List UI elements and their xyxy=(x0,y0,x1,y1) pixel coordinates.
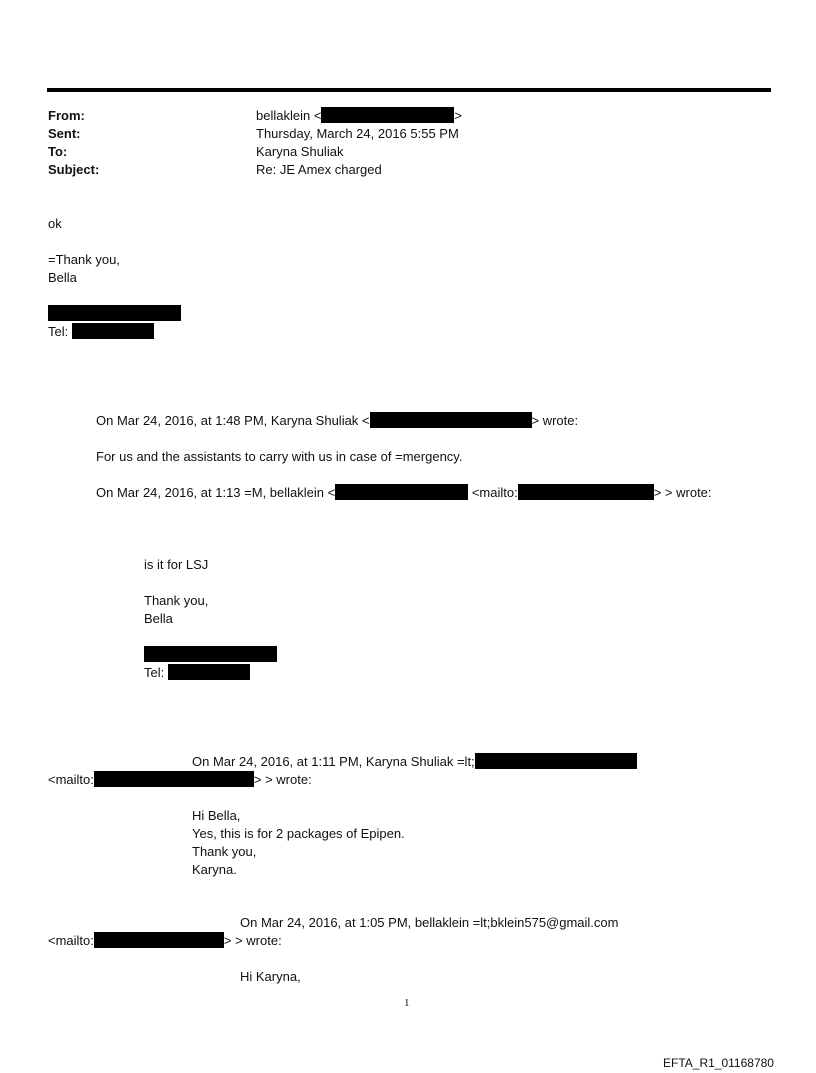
reply-body: ok xyxy=(48,216,62,231)
quote2-tel-label: Tel: xyxy=(144,665,165,680)
quote2-signature-name: Bella xyxy=(144,611,173,626)
footer-document-id: EFTA_R1_01168780 xyxy=(663,1056,774,1070)
quote1-header-prefix: On Mar 24, 2016, at 1:48 PM, Karyna Shuliak < xyxy=(96,413,370,428)
header-rule xyxy=(47,88,771,92)
quote4-header: On Mar 24, 2016, at 1:05 PM, bellaklein =lt;bklein575@gmail.com xyxy=(240,915,619,930)
reply-signature-name: Bella xyxy=(48,270,77,285)
quote3-header-suffix: > > wrote: xyxy=(253,772,312,787)
quote3-greeting: Hi Bella, xyxy=(192,808,241,823)
quote4-mailto: <mailto: xyxy=(48,933,94,948)
redaction-box xyxy=(48,305,181,321)
to-label: To: xyxy=(48,144,68,159)
redaction-box xyxy=(94,771,254,787)
quote4-mailto-line xyxy=(48,932,282,950)
quote2-body: is it for LSJ xyxy=(144,557,209,572)
quote2-header xyxy=(96,484,712,502)
quote4-header-suffix: > > wrote: xyxy=(223,933,282,948)
redaction-box xyxy=(94,932,224,948)
quote3-mailto-line xyxy=(48,771,312,789)
quote1-body: For us and the assistants to carry with us in case of =mergency. xyxy=(96,449,463,464)
subject-value: Re: JE Amex charged xyxy=(256,162,382,177)
quote3-mailto: <mailto: xyxy=(48,772,94,787)
quote4-greeting: Hi Karyna, xyxy=(240,969,301,984)
from-value-suffix: > xyxy=(454,108,462,123)
reply-tel xyxy=(48,323,154,341)
redaction-box xyxy=(335,484,468,500)
from-value-prefix: bellaklein < xyxy=(256,108,322,123)
quote2-mailto: <mailto: xyxy=(471,485,518,500)
from-label: From: xyxy=(48,108,85,123)
subject-label: Subject: xyxy=(48,162,100,177)
redaction-box xyxy=(72,323,154,339)
reply-thanks: =Thank you, xyxy=(48,252,120,267)
from-value xyxy=(256,107,462,125)
quote3-header xyxy=(192,753,637,771)
redaction-box xyxy=(168,664,250,680)
quote3-line1: Yes, this is for 2 packages of Epipen. xyxy=(192,826,405,841)
to-value: Karyna Shuliak xyxy=(256,144,344,159)
reply-signature-redacted xyxy=(48,305,181,323)
quote2-tel xyxy=(144,664,250,682)
redaction-box xyxy=(144,646,277,662)
quote2-header-suffix: > > wrote: xyxy=(653,485,712,500)
sent-value: Thursday, March 24, 2016 5:55 PM xyxy=(256,126,459,141)
quote1-header-suffix: > wrote: xyxy=(531,413,579,428)
redaction-box xyxy=(321,107,454,123)
quote2-header-prefix: On Mar 24, 2016, at 1:13 =M, bellaklein < xyxy=(96,485,336,500)
quote1-header xyxy=(96,412,578,430)
quote3-signature-name: Karyna. xyxy=(192,862,237,877)
quote3-header-prefix: On Mar 24, 2016, at 1:11 PM, Karyna Shuliak =lt; xyxy=(192,754,475,769)
quote3-thanks: Thank you, xyxy=(192,844,257,859)
quote2-thanks: Thank you, xyxy=(144,593,209,608)
redaction-box xyxy=(518,484,654,500)
redaction-box xyxy=(475,753,637,769)
sent-label: Sent: xyxy=(48,126,81,141)
redaction-box xyxy=(370,412,532,428)
reply-tel-label: Tel: xyxy=(48,324,69,339)
page-number: 1 xyxy=(404,997,410,1009)
quote2-signature-redacted xyxy=(144,646,277,664)
